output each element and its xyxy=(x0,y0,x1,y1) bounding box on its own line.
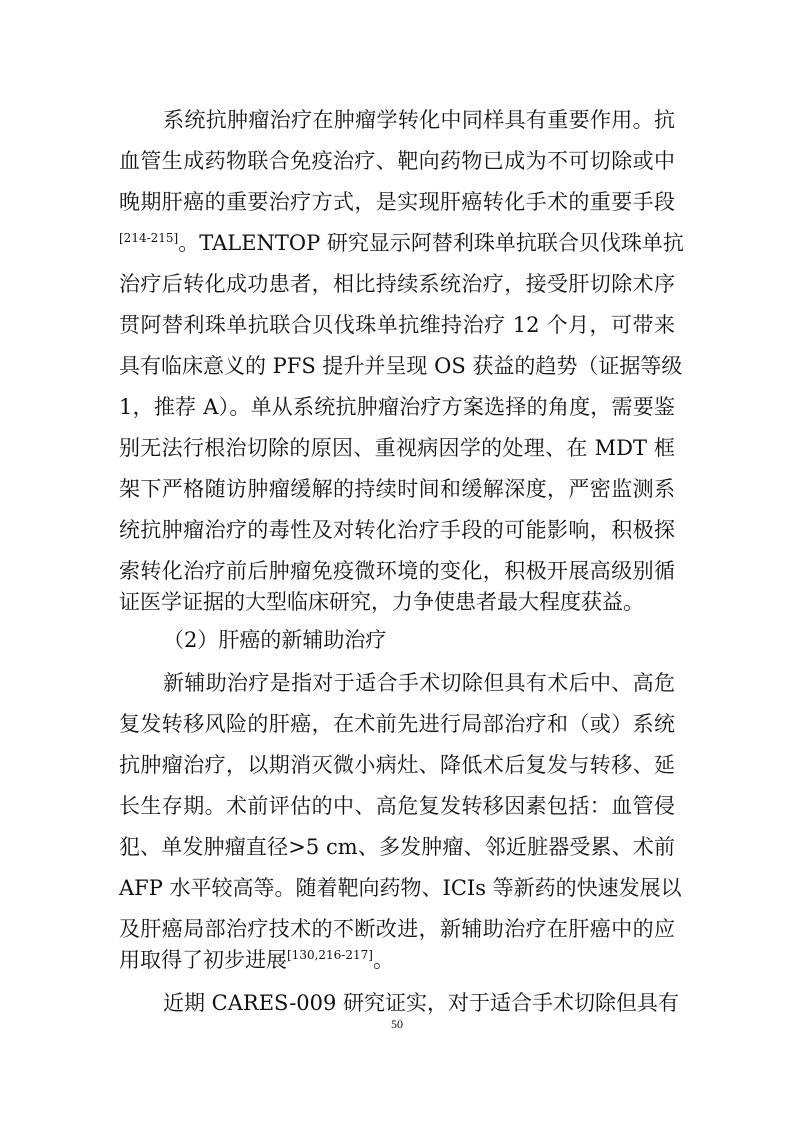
body-text-line: 及肝癌局部治疗技术的不断改进，新辅助治疗在肝癌中的应 xyxy=(119,917,675,941)
body-text-segment: 。 xyxy=(372,948,394,972)
body-text-line: 别无法行根治切除的原因、重视病因学的处理、在 MDT 框 xyxy=(119,436,675,460)
body-text-line: 血管生成药物联合免疫治疗、靶向药物已成为不可切除或中 xyxy=(119,149,675,173)
body-text-line: 具有临床意义的 PFS 提升并呈现 OS 获益的趋势（证据等级 xyxy=(119,354,683,378)
body-text-line: 抗肿瘤治疗，以期消灭微小病灶、降低术后复发与转移、延 xyxy=(119,753,675,777)
body-text-line: 1，推荐 A）。单从系统抗肿瘤治疗方案选择的角度，需要鉴 xyxy=(119,395,675,419)
body-text-line xyxy=(119,940,675,980)
body-text-line: 统抗肿瘤治疗的毒性及对转化治疗手段的可能影响，积极探 xyxy=(119,518,675,542)
body-text-line: 系统抗肿瘤治疗在肿瘤学转化中同样具有重要作用。抗 xyxy=(163,108,675,132)
body-text-line: 晚期肝癌的重要治疗方式，是实现肝癌转化手术的重要手段 xyxy=(119,190,675,214)
body-text-line: 复发转移风险的肝癌，在术前先进行局部治疗和（或）系统 xyxy=(119,712,675,736)
body-text-line: 贯阿替利珠单抗联合贝伐珠单抗维持治疗 12 个月，可带来 xyxy=(119,313,675,337)
body-text-line: 长生存期。术前评估的中、高危复发转移因素包括：血管侵 xyxy=(119,794,675,818)
body-text-line: 证医学证据的大型临床研究，力争使患者最大程度获益。 xyxy=(119,590,644,614)
body-text-line: 架下严格随访肿瘤缓解的持续时间和缓解深度，严密监测系 xyxy=(119,477,675,501)
body-text-line: 索转化治疗前后肿瘤免疫微环境的变化，积极开展高级别循 xyxy=(119,559,675,583)
body-text-line: 犯、单发肿瘤直径>5 cm、多发肿瘤、邻近脏器受累、术前 xyxy=(119,835,675,859)
body-text-line: AFP 水平较高等。随着靶向药物、ICIs 等新药的快速发展以 xyxy=(119,876,682,900)
body-text-segment: 用取得了初步进展 xyxy=(119,948,287,972)
body-text-line: 治疗后转化成功患者，相比持续系统治疗，接受肝切除术序 xyxy=(119,272,675,296)
body-text-line xyxy=(119,223,684,263)
citation-superscript: [214-215] xyxy=(119,231,179,245)
body-text-line: 近期 CARES-009 研究证实，对于适合手术切除但具有 xyxy=(163,991,680,1015)
citation-superscript: [130,216-217] xyxy=(287,948,373,962)
section-heading: （2）肝癌的新辅助治疗 xyxy=(163,628,387,652)
page-number: 50 xyxy=(391,1017,403,1031)
body-text-line: 新辅助治疗是指对于适合手术切除但具有术后中、高危 xyxy=(163,671,675,695)
body-text-segment: 。TALENTOP 研究显示阿替利珠单抗联合贝伐珠单抗 xyxy=(178,231,684,255)
